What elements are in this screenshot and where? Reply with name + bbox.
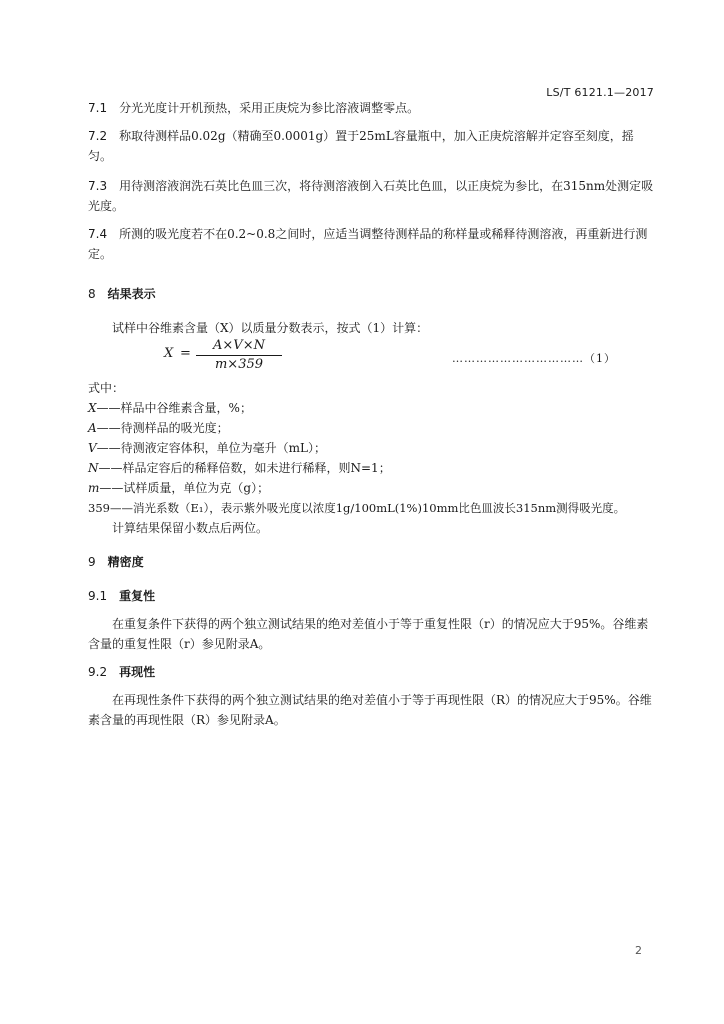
- result-note: 计算结果保留小数点后两位。: [112, 521, 269, 535]
- definition-text: ——待测液定容体积，单位为毫升（mL）；: [96, 441, 327, 455]
- subsection-9-1-text: 在重复条件下获得的两个独立测试结果的绝对差值小于等于重复性限（r）的情况应大于95%。谷维素含量的重复性限（r）参见附录A。: [88, 617, 649, 651]
- clause-7-4: [88, 224, 656, 264]
- symbol: m: [88, 481, 100, 495]
- formula-lhs: X: [164, 346, 174, 361]
- subsection-title: 重复性: [119, 589, 156, 603]
- where-label: 式中：: [88, 381, 125, 395]
- symbol: X: [88, 401, 97, 415]
- clause-text: 分光光度计开机预热，采用正庚烷为参比溶液调整零点。: [119, 101, 420, 115]
- definition-text: ——消光系数（E₁），表示紫外吸光度以浓度1g/100mL(1%)10mm比色皿波长315nm测得吸光度。: [109, 501, 626, 515]
- clause-7-2: [88, 126, 656, 166]
- symbol: N: [88, 461, 99, 475]
- clause-number: 7.4: [88, 227, 108, 241]
- clause-text: 所测的吸光度若不在0.2~0.8之间时，应适当调整待测样品的称样量或稀释待测溶液，再重新进行测定。: [88, 227, 648, 261]
- clause-text: 称取待测样品0.02g（精确至0.0001g）置于25mL容量瓶中，加入正庚烷溶解并定容至刻度，摇匀。: [88, 129, 634, 163]
- section-9-heading: [88, 552, 656, 572]
- definition-a: [88, 418, 656, 438]
- subsection-9-2-heading: [88, 662, 656, 682]
- clause-number: 7.3: [88, 179, 108, 193]
- formula-denominator: m×359: [214, 357, 264, 372]
- definition-n: [88, 458, 656, 478]
- symbol: A: [88, 421, 97, 435]
- subsection-9-1-heading: [88, 586, 656, 606]
- page-number: 2: [635, 944, 642, 957]
- definition-text: ——试样质量，单位为克（g）；: [99, 481, 270, 495]
- section-number: 9: [88, 555, 96, 569]
- section-8-heading: [88, 284, 656, 304]
- fraction-bar: [196, 355, 282, 356]
- variable-definitions: [88, 398, 656, 518]
- subsection-number: 9.1: [88, 589, 108, 603]
- definition-m: [88, 478, 656, 498]
- formula-numerator: A×V×N: [213, 338, 265, 353]
- subsection-number: 9.2: [88, 665, 108, 679]
- subsection-title: 再现性: [119, 665, 156, 679]
- section-number: 8: [88, 287, 96, 301]
- symbol: V: [88, 441, 97, 455]
- clause-number: 7.2: [88, 129, 108, 143]
- definition-x: [88, 398, 656, 418]
- symbol: 359: [88, 501, 110, 515]
- formula-fraction: [196, 338, 282, 373]
- formula-equals: =: [180, 346, 191, 361]
- standard-code: LS/T 6121.1—2017: [546, 86, 654, 99]
- definition-text: ——样品定容后的稀释倍数，如未进行稀释，则N=1；: [98, 461, 391, 475]
- section-title: 结果表示: [107, 287, 156, 301]
- clause-7-1: [88, 98, 656, 118]
- definition-v: [88, 438, 656, 458]
- section-title: 精密度: [107, 555, 144, 569]
- formula-intro: 试样中谷维素含量（X）以质量分数表示，按式（1）计算：: [112, 321, 429, 335]
- subsection-9-2-text: 在再现性条件下获得的两个独立测试结果的绝对差值小于等于再现性限（R）的情况应大于95%。谷维素含量的再现性限（R）参见附录A。: [88, 693, 652, 727]
- formula-number: ……………………………（1）: [452, 352, 616, 365]
- definition-text: ——待测样品的吸光度；: [96, 421, 229, 435]
- clause-7-3: [88, 176, 656, 216]
- definition-359: [88, 498, 656, 518]
- definition-text: ——样品中谷维素含量，%；: [96, 401, 252, 415]
- clause-number: 7.1: [88, 101, 108, 115]
- clause-text: 用待测溶液润洗石英比色皿三次，将待测溶液倒入石英比色皿，以正庚烷为参比，在315nm处测定吸光度。: [88, 179, 654, 213]
